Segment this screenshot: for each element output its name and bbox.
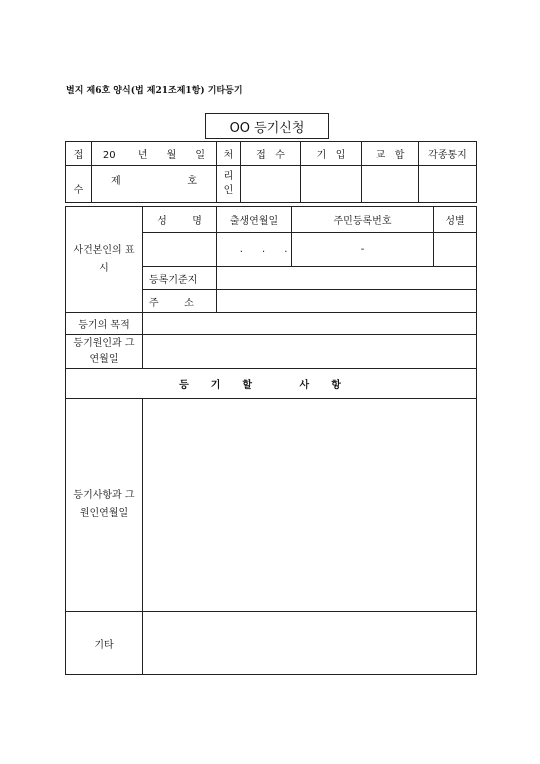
no-suffix: 호 [187, 176, 198, 187]
document-title [205, 113, 329, 139]
document-title-text: OO 등기신청 [229, 120, 305, 136]
registry-field[interactable] [217, 267, 477, 290]
person-section-label [66, 207, 143, 313]
col-receive: 접 수 [241, 142, 301, 166]
processor-label-2: 리 [223, 171, 234, 182]
address-field[interactable] [217, 290, 477, 313]
date-month: 월 [166, 150, 177, 161]
col-notice: 각종통지 [419, 142, 477, 166]
name-field[interactable] [143, 233, 217, 267]
other-label: 기타 [66, 612, 143, 675]
reception-label-bottom [66, 166, 92, 203]
col-entry: 기 입 [301, 142, 362, 166]
sex-label: 성별 [434, 207, 477, 233]
processor-label-3: 인 [223, 185, 234, 196]
notice-stamp-cell[interactable] [419, 166, 477, 203]
reception-label-top: 접 [66, 142, 92, 166]
purpose-label: 등기의 목적 [66, 313, 143, 335]
date-day: 일 [195, 150, 206, 161]
main-form-table [65, 206, 477, 675]
no-prefix: 제 [110, 176, 121, 187]
matters-header-text: 등기할 사항 [179, 380, 363, 391]
address-label: 주 소 [143, 290, 217, 313]
matters-field[interactable] [143, 399, 477, 612]
processor-label-rest [217, 166, 241, 203]
date-year: 년 [137, 150, 148, 161]
cause-label-text: 등기원인과 그 연월일 [73, 337, 135, 365]
date-prefix: 20 [102, 150, 116, 161]
cause-label [66, 335, 143, 369]
registry-label: 등록기준지 [143, 267, 217, 290]
person-section-label-text: 사건본인의 표시 [73, 244, 135, 274]
receive-stamp-cell[interactable] [241, 166, 301, 203]
sex-field[interactable] [434, 233, 477, 267]
reception-table [65, 141, 477, 203]
reception-label-bottom-text: 수 [73, 185, 84, 196]
reception-date[interactable] [92, 142, 217, 166]
reception-number[interactable] [92, 166, 217, 203]
form-title-line: 별지 제6호 양식(법 제21조제1항) 기타등기 [66, 86, 243, 96]
collate-stamp-cell[interactable] [362, 166, 419, 203]
resident-no-label: 주민등록번호 [292, 207, 434, 233]
birth-field[interactable] [217, 233, 292, 267]
cause-field[interactable] [143, 335, 477, 369]
matters-label [66, 399, 143, 612]
resident-no-field[interactable] [292, 233, 434, 267]
birth-label: 출생연월일 [217, 207, 292, 233]
matters-header [66, 369, 477, 399]
purpose-field[interactable] [143, 313, 477, 335]
col-collate: 교 합 [362, 142, 419, 166]
other-field[interactable] [143, 612, 477, 675]
entry-stamp-cell[interactable] [301, 166, 362, 203]
birth-placeholder: . . . [239, 244, 288, 255]
matters-label-text: 등기사항과 그 원인연월일 [73, 490, 135, 519]
name-label: 성 명 [143, 207, 217, 233]
resident-placeholder: - [360, 244, 365, 255]
processor-label-1: 처 [217, 142, 241, 166]
